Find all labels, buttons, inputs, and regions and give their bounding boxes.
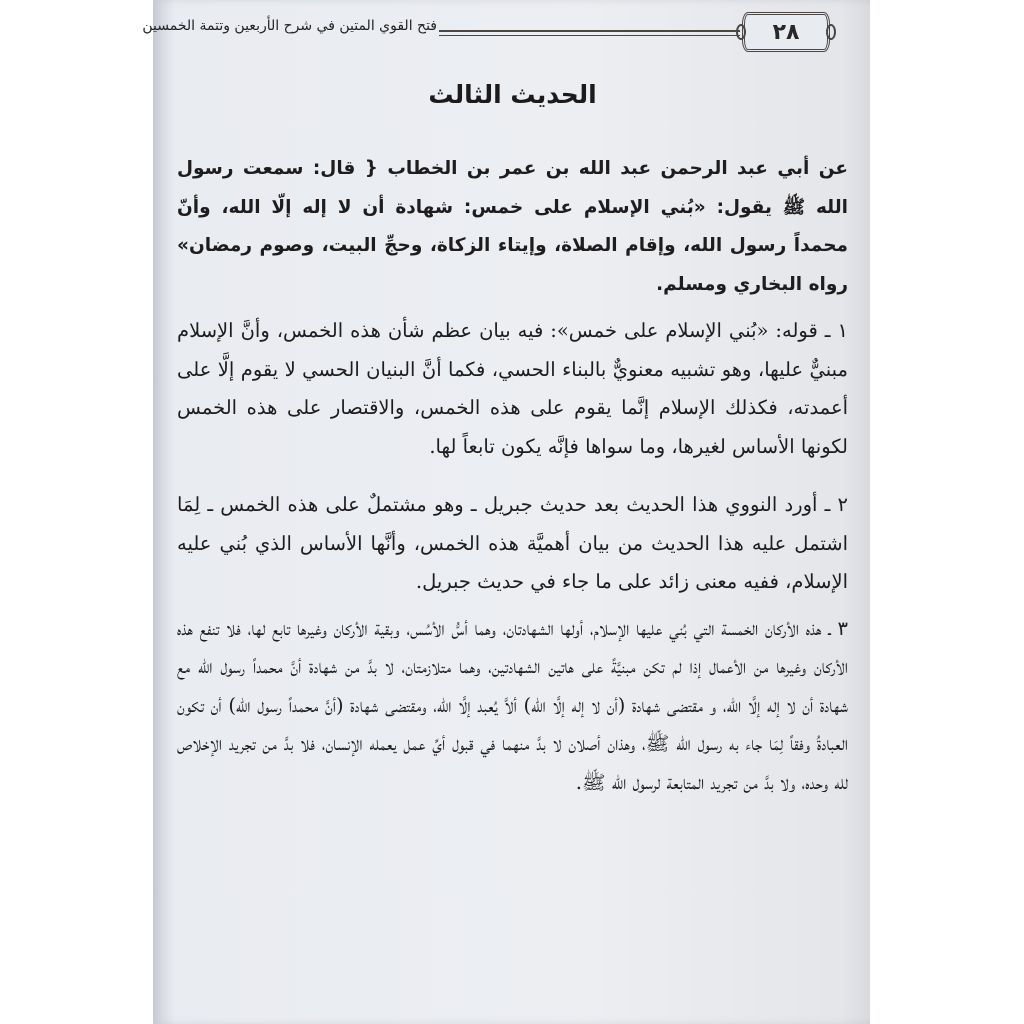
hadith-text: عن أبي عبد الرحمن عبد الله بن عمر بن الخطاب { قال: سمعت رسول الله ﷺ يقول: «بُني الإسلام على خمس: شهادة أن لا إله إلّا الله، وأنّ محمداً رسول الله، وإقام الصلاة، وإيتاء الزكاة، وحجِّ البيت، وصوم رمضان» رواه البخاري ومسلم. [177, 158, 848, 295]
chapter-title: الحديث الثالث [428, 80, 597, 109]
commentary-paragraph-3: ٣ ـ هذه الأركان الخمسة التي بُني عليها الإسلام، أولها الشهادتان، وهما أسُّ الأسُس، وبقية الأركان وغيرها تابع لها، فلا تنفع هذه الأركان وغيرها من الأعمال إذا لم تكن مبنيَّةً على هاتين الشهادتين، وهما متلازمتان، لا بدَّ من شهادة أنَّ محمداً رسول الله مع شهادة أن لا إله إلَّا الله، و مقتضى شهادة (أن لا إله إلَّا الله) ألاَّ يُعبد إلَّا الله، ومقتضى شهادة (أنَّ محمداً رسول الله) أن تكون العبادةُ وفقاً لِمَا جاء به رسول الله ﷺ، وهذان أصلان لا بدَّ منهما في قبول أيِّ عمل يعمله الإنسان، فلا بدَّ من تجريد الإخلاص لله وحده، ولا بدَّ من تجريد المتابعة لرسول الله ﷺ. [177, 616, 848, 794]
page-number-frame [742, 12, 830, 52]
page-number: ٢٨ [772, 19, 800, 45]
body-text [177, 150, 848, 802]
commentary-paragraph-2: ٢ ـ أورد النووي هذا الحديث بعد حديث جبريل ـ وهو مشتملٌ على هذه الخمس ـ لِمَا اشتمل عليه هذا الحديث من بيان أهميَّة هذه الخمس، وأنَّها الأساس الذي بُني عليه الإسلام، ففيه معنى زائد على ما جاء في حديث جبريل. [177, 493, 848, 593]
book-page [142, 0, 870, 1024]
page-content [142, 0, 848, 1024]
running-title: فتح القوي المتين في شرح الأربعين وتتمة الخمسين [142, 18, 437, 34]
header-rule [439, 30, 740, 36]
page-header [142, 8, 848, 48]
commentary-paragraph-1: ١ ـ قوله: «بُني الإسلام على خمس»: فيه بيان عظم شأن هذه الخمس، وأنَّ الإسلام مبنيٌّ عليها، وهو تشبيه معنويٌّ بالبناء الحسي، فكما أنَّ البنيان الحسي لا يقوم إلَّا على أعمدته، فكذلك الإسلام إنَّما يقوم على هذه الخمس، والاقتصار على هذه الخمس لكونها الأساس لغيرها، وما سواها فإنَّه يكون تابعاً لها. [177, 319, 848, 458]
